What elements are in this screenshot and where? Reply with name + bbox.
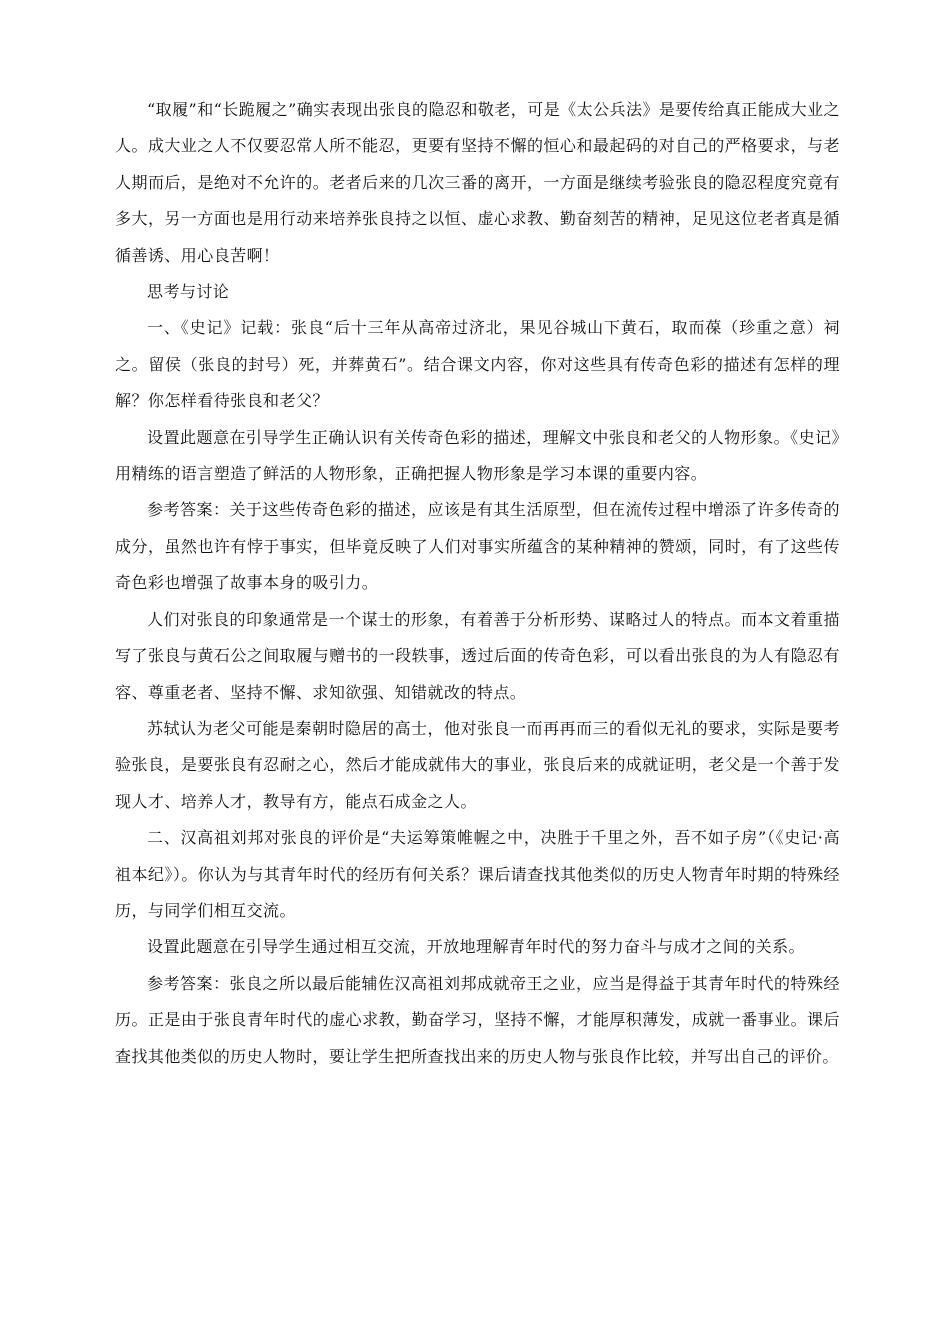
question-one-answer-sushi: 苏轼认为老父可能是秦朝时隐居的高士，他对张良一而再再而三的看似无礼的要求，实际是要考验张良，是要张良有忍耐之心，然后才能成就伟大的事业，张良后来的成就证明，老父是一个善于发现人才、培养人才，教导有方，能点石成金之人。 (115, 718, 840, 811)
question-two-purpose: 设置此题意在引导学生通过相互交流，开放地理解青年时代的努力奋斗与成才之间的关系。 (147, 937, 806, 957)
question-two-answer: 参考答案：张良之所以最后能辅佐汉高祖刘邦成就帝王之业，应当是得益于其青年时代的特殊经历。正是由于张良青年时代的虚心求教，勤奋学习，坚持不懈，才能厚积薄发，成就一番事业。课后查找其他类似的历史人物时，要让学生把所查找出来的历史人物与张良作比较，并写出自己的评价。 (115, 973, 840, 1066)
question-one-purpose: 设置此题意在引导学生正确认识有关传奇色彩的描述，理解文中张良和老父的人物形象。《史记》用精练的语言塑造了鲜活的人物形象，正确把握人物形象是学习本课的重要内容。 (115, 427, 840, 484)
question-one: 一、《史记》记载：张良“后十三年从高帝过济北，果见谷城山下黄石，取而葆（珍重之意）祠之。留侯（张良的封号）死，并葬黄石”。结合课文内容，你对这些具有传奇色彩的描述有怎样的理解？你怎样看待张良和老父？ (115, 318, 840, 411)
document-body (115, 92, 840, 1075)
question-one-answer-detail: 人们对张良的印象通常是一个谋士的形象，有着善于分析形势、谋略过人的特点。而本文着重描写了张良与黄石公之间取履与赠书的一段轶事，透过后面的传奇色彩，可以看出张良的为人有隐忍有容、尊重老者、坚持不懈、求知欲强、知错就改的特点。 (115, 609, 840, 702)
question-two: 二、汉高祖刘邦对张良的评价是“夫运筹策帷幄之中，决胜于千里之外，吾不如子房”（《史记·高祖本纪》）。你认为与其青年时代的经历有何关系？课后请查找其他类似的历史人物青年时期的特殊经历，与同学们相互交流。 (115, 828, 840, 920)
paragraph-commentary: “取履”和“长跪履之”确实表现出张良的隐忍和敬老，可是《太公兵法》是要传给真正能成大业之人。成大业之人不仅要忍常人所不能忍，更要有坚持不懈的恒心和最起码的对自己的严格要求，与老人期而后，是绝对不允许的。老者后来的几次三番的离开，一方面是继续考验张良的隐忍程度究竟有多大，另一方面也是用行动来培养张良持之以恒、虚心求教、勤奋刻苦的精神，足见这位老者真是循循善诱、用心良苦啊！ (115, 100, 840, 265)
question-one-answer: 参考答案：关于这些传奇色彩的描述，应该是有其生活原型，但在流传过程中增添了许多传奇的成分，虽然也许有悖于事实，但毕竟反映了人们对事实所蕴含的某种精神的赞颂，同时，有了这些传奇色彩也增强了故事本身的吸引力。 (115, 500, 840, 593)
section-heading: 思考与讨论 (147, 282, 230, 302)
